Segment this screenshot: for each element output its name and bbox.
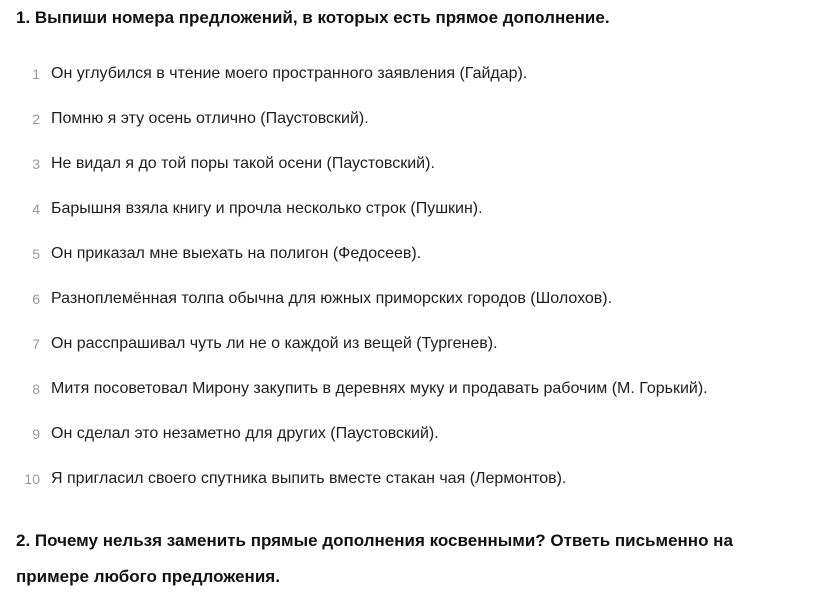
list-item bbox=[0, 415, 813, 460]
sentence-number: 1 bbox=[32, 66, 40, 82]
sentence-number: 6 bbox=[32, 291, 40, 307]
list-item bbox=[0, 370, 813, 415]
sentence-number: 2 bbox=[32, 111, 40, 127]
sentence-text: Митя посоветовал Мирону закупить в деревнях муку и продавать рабочим (М. Горький). bbox=[51, 380, 708, 397]
list-item bbox=[0, 280, 813, 325]
sentence-text: Он расспрашивал чуть ли не о каждой из вещей (Тургенев). bbox=[51, 335, 498, 352]
sentence-text: Барышня взяла книгу и прочла несколько строк (Пушкин). bbox=[51, 200, 483, 217]
list-item bbox=[0, 100, 813, 145]
list-item bbox=[0, 145, 813, 190]
task-2-heading: 2. Почему нельзя заменить прямые дополнения косвенными? Ответь письменно на примере любого предложения. bbox=[16, 531, 733, 586]
sentence-text: Он углубился в чтение моего пространного заявления (Гайдар). bbox=[51, 65, 528, 82]
sentence-number: 9 bbox=[32, 426, 40, 442]
sentence-number: 3 bbox=[32, 156, 40, 172]
sentence-list bbox=[0, 55, 813, 505]
sentence-number: 7 bbox=[32, 336, 40, 352]
sentence-number: 4 bbox=[32, 201, 40, 217]
sentence-text: Я пригласил своего спутника выпить вместе стакан чая (Лермонтов). bbox=[51, 470, 567, 487]
task-1-heading: 1. Выпиши номера предложений, в которых есть прямое дополнение. bbox=[16, 8, 610, 27]
list-item bbox=[0, 460, 813, 505]
list-item bbox=[0, 55, 813, 100]
sentence-text: Разноплемённая толпа обычна для южных приморских городов (Шолохов). bbox=[51, 290, 613, 307]
sentence-number: 8 bbox=[32, 381, 40, 397]
sentence-text: Он сделал это незаметно для других (Паустовский). bbox=[51, 425, 439, 442]
list-item bbox=[0, 235, 813, 280]
sentence-text: Помню я эту осень отлично (Паустовский). bbox=[51, 110, 369, 127]
sentence-text: Он приказал мне выехать на полигон (Федосеев). bbox=[51, 245, 422, 262]
sentence-number: 5 bbox=[32, 246, 40, 262]
list-item bbox=[0, 325, 813, 370]
sentence-text: Не видал я до той поры такой осени (Паустовский). bbox=[51, 155, 435, 172]
list-item bbox=[0, 190, 813, 235]
sentence-number: 10 bbox=[24, 471, 40, 487]
